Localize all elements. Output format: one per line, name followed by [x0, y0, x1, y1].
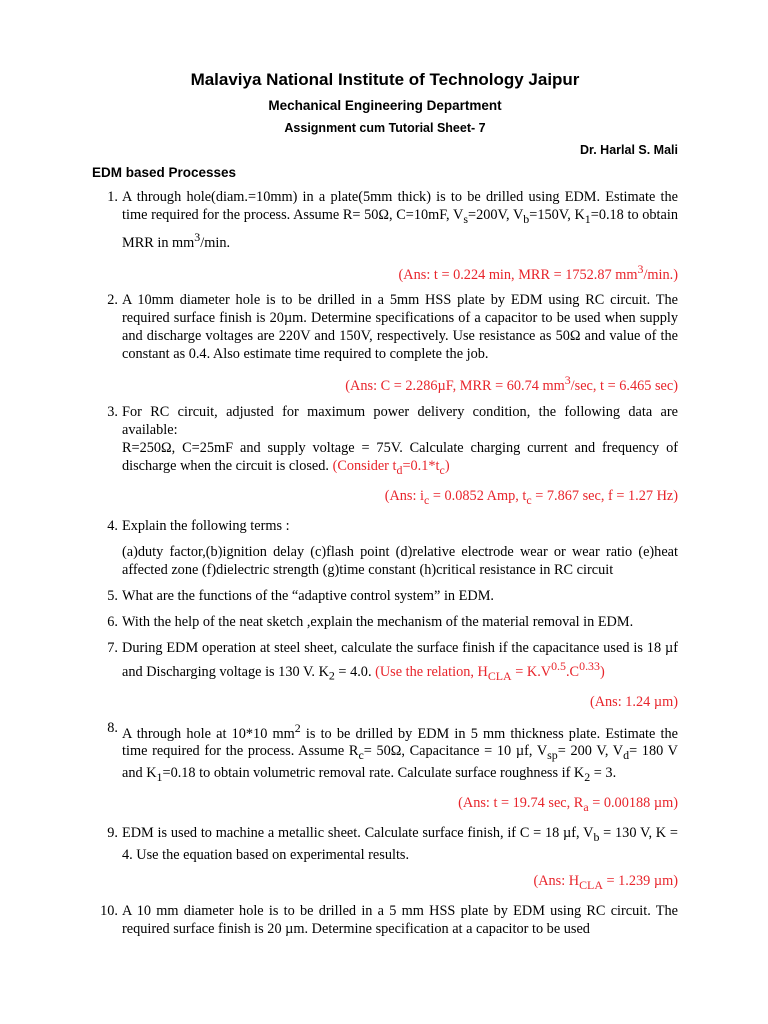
- question-number: 9 .: [92, 824, 118, 842]
- question-number: 2 .: [92, 291, 118, 309]
- question-10: 10 . A 10 mm diameter hole is to be drilled in a 5 mm HSS plate by EDM using RC circuit. The required surface finish is 20 µm. Determine specification at a capacitor to be used: [92, 902, 678, 938]
- answer: (Ans: t = 19.74 sec, $R_a = 0.00188$ µm): [458, 794, 678, 814]
- section-title: EDM based Processes: [92, 165, 237, 180]
- question-number: 10 .: [82, 902, 118, 920]
- question-9: 9 . EDM is used to machine a metallic sheet. Calculate surface finish, if C = 18 µf, $V_b = 130$ V, K = 4. Use the equation based on experimental results. (Ans: $H_{CLA} = 1.239$ µm): [92, 824, 678, 894]
- question-number: 7 .: [92, 639, 118, 657]
- answer: (Ans: $i_c = 0.0852$ Amp, $t_c = 7.867$ sec, f = 1.27 Hz): [384, 488, 678, 507]
- question-number: 5 .: [92, 587, 118, 605]
- question-7: 7 . During EDM operation at steel sheet, calculate the surface finish if the capacitance used is 18 µf and Discharging voltage is 130 V. $K_2 = 4.0$. (Use the relation, $H_{CLA} = K.V^{0.5}.C^{0.33}$) (Ans: 1.24 µm): [92, 639, 678, 711]
- hint: (Use the relation, $H_{CLA} = K.V^{0.5}.C^{0.33}$): [375, 658, 605, 683]
- answer: (Ans: $H_{CLA} = 1.239$ µm): [533, 872, 678, 892]
- question-6: 6 . With the help of the neat sketch ,explain the mechanism of the material removal in EDM.: [92, 613, 678, 631]
- author-name: Dr. Harlal S. Mali: [580, 143, 678, 157]
- hint: (Consider $t_d=0.1*t_c$): [332, 458, 450, 478]
- question-1: 1 . A through hole(diam.=10mm) in a plate(5mm thick) is to be drilled using EDM. Estimate the time required for the process. Assume R= 50Ω, C=10mF, $V_s=200V$, $V_b=150V$, $K_1=0.18$ to obtain MRR in $mm^3/\min$. (Ans: t = 0.224 min, MRR = 1752.87 $mm^3/\min$.): [92, 188, 678, 283]
- question-number: 4 .: [92, 517, 118, 535]
- sheet-title: Assignment cum Tutorial Sheet- 7: [284, 121, 486, 135]
- question-8: 8 . A through hole at 10*10 $mm^2$ is to be drilled by EDM in 5 mm thickness plate. Estimate the time required for the process. Assume $R_c= 50\Omega$, Capacitance = 10 µf, $V_{sp}= 200$ V, $V_d= 180$ V and $K_1=0.18$ to obtain volumetric removal rate. Calculate surface roughness if $K_2 = 3$. (Ans: t = 19.74 sec, $R_a = 0.00188$ µm): [92, 719, 678, 816]
- question-number: 3 .: [92, 403, 118, 421]
- question-list: [92, 188, 678, 938]
- institute-title: Malaviya National Institute of Technology Jaipur: [190, 70, 580, 89]
- department-title: Mechanical Engineering Department: [268, 98, 502, 113]
- question-number: 8 .: [92, 719, 118, 737]
- answer: (Ans: C = 2.286µF, MRR = 60.74 $mm^3/\sec$, t = 6.465 sec): [345, 373, 678, 395]
- question-number: 1 .: [92, 188, 118, 206]
- answer: (Ans: t = 0.224 min, MRR = 1752.87 $mm^3/\min$.): [398, 261, 678, 283]
- question-2: 2 . A 10mm diameter hole is to be drilled in a 5mm HSS plate by EDM using RC circuit. The required surface finish is 20µm. Determine specifications of a capacitor to be used when supply and discharge voltages are 220V and 150V, respectively. Use resistance as 50Ω and value of the constant as 0.4. Also estimate time required to complete the job. (Ans: C = 2.286µF, MRR = 60.74 $mm^3/\sec$, t = 6.465 sec): [92, 291, 678, 395]
- question-4: 4 . Explain the following terms : (a)duty factor,(b)ignition delay (c)flash point (d)relative electrode wear or wear ratio (e)heat affected zone (f)dielectric strength (g)time constant (h)critical resistance in RC circuit: [92, 517, 678, 579]
- question-5: 5 . What are the functions of the “adaptive control system” in EDM.: [92, 587, 678, 605]
- answer: (Ans: 1.24 µm): [589, 693, 678, 710]
- question-number: 6 .: [92, 613, 118, 631]
- question-3: 3 . For RC circuit, adjusted for maximum power delivery condition, the following data are available: R=250Ω, C=25mF and supply voltage = 75V. Calculate charging current and frequency of discharge when the circuit is closed. (Consider $t_d=0.1*t_c$) (Ans: $i_c = 0.0852$ Amp, $t_c = 7.867$ sec, f = 1.27 Hz): [92, 403, 678, 509]
